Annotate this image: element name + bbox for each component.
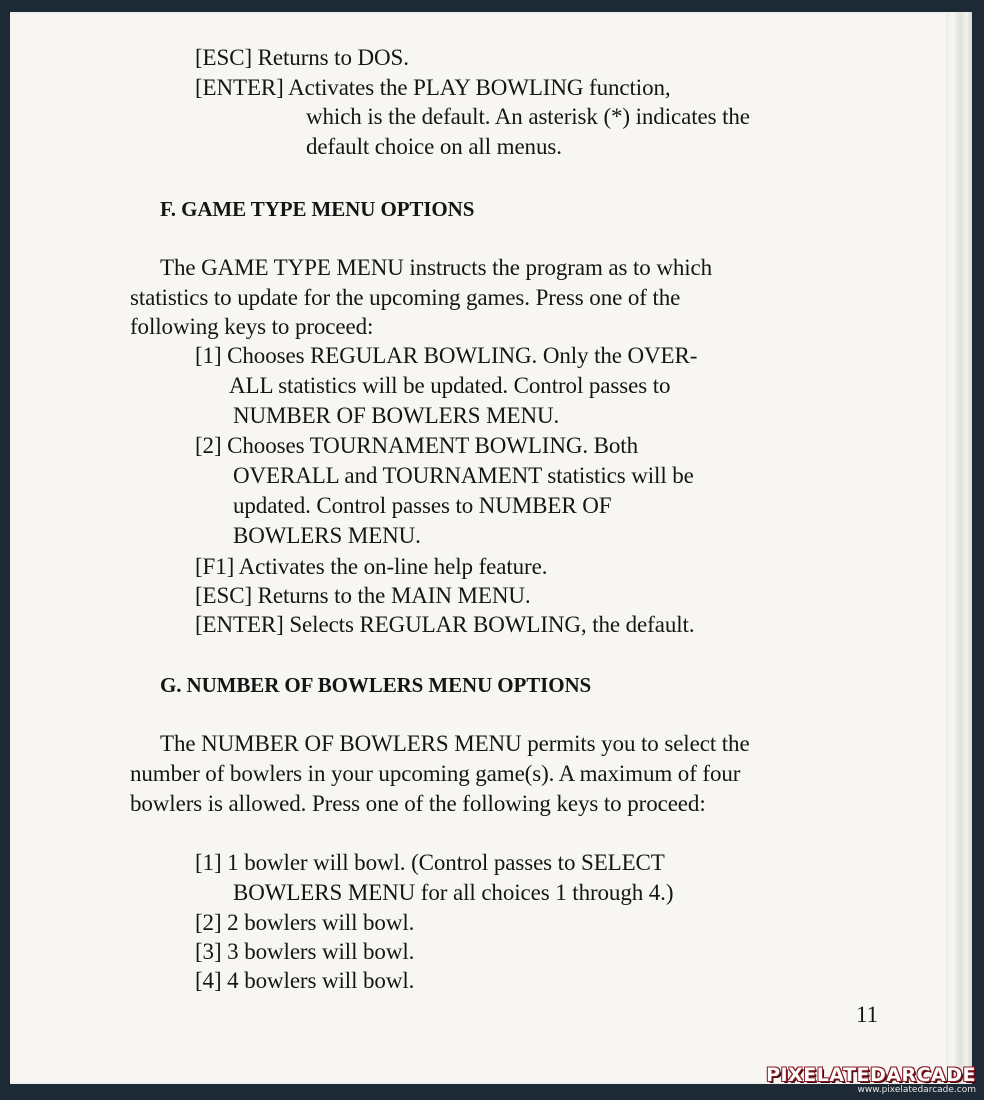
text-line: [ENTER] Activates the PLAY BOWLING function, [195, 75, 671, 100]
text-line: BOWLERS MENU for all choices 1 through 4.) [233, 880, 674, 905]
text-line: number of bowlers in your upcoming game(s). A maximum of four [130, 761, 741, 786]
page-edge [946, 12, 972, 1084]
text-line: OVERALL and TOURNAMENT statistics will be [233, 463, 694, 488]
text-line: [1] Chooses REGULAR BOWLING. Only the OVER- [195, 343, 698, 368]
text-line: which is the default. An asterisk (*) indicates the [306, 104, 750, 129]
text-line: [1] 1 bowler will bowl. (Control passes to SELECT [195, 850, 665, 875]
section-heading-f: F. GAME TYPE MENU OPTIONS [160, 197, 475, 221]
section-heading-g: G. NUMBER OF BOWLERS MENU OPTIONS [160, 673, 592, 697]
text-line: [ENTER] Selects REGULAR BOWLING, the default. [195, 612, 695, 637]
text-line: ALL statistics will be updated. Control passes to [229, 373, 671, 398]
watermark-logo: PIXELATEDARCADE [766, 1064, 976, 1086]
text-line: [3] 3 bowlers will bowl. [195, 939, 415, 964]
text-line: The NUMBER OF BOWLERS MENU permits you to select the [160, 731, 750, 756]
manual-page [10, 12, 968, 1084]
text-line: following keys to proceed: [130, 314, 374, 339]
text-line: updated. Control passes to NUMBER OF [233, 493, 612, 518]
text-line: [ESC] Returns to the MAIN MENU. [195, 583, 531, 608]
watermark [766, 1065, 976, 1096]
text-line: bowlers is allowed. Press one of the following keys to proceed: [130, 791, 706, 816]
text-line: [2] Chooses TOURNAMENT BOWLING. Both [195, 433, 638, 458]
page-number: 11 [856, 1002, 879, 1027]
watermark-url: www.pixelatedarcade.com [857, 1085, 976, 1095]
text-line: [2] 2 bowlers will bowl. [195, 910, 415, 935]
text-line: [F1] Activates the on-line help feature. [195, 554, 548, 579]
text-line: statistics to update for the upcoming games. Press one of the [130, 285, 681, 310]
text-line: BOWLERS MENU. [233, 523, 421, 548]
text-line: default choice on all menus. [306, 134, 562, 159]
text-line: [4] 4 bowlers will bowl. [195, 968, 415, 993]
text-line: [ESC] Returns to DOS. [195, 45, 409, 70]
text-line: NUMBER OF BOWLERS MENU. [233, 403, 560, 428]
text-line: The GAME TYPE MENU instructs the program as to which [160, 255, 713, 280]
